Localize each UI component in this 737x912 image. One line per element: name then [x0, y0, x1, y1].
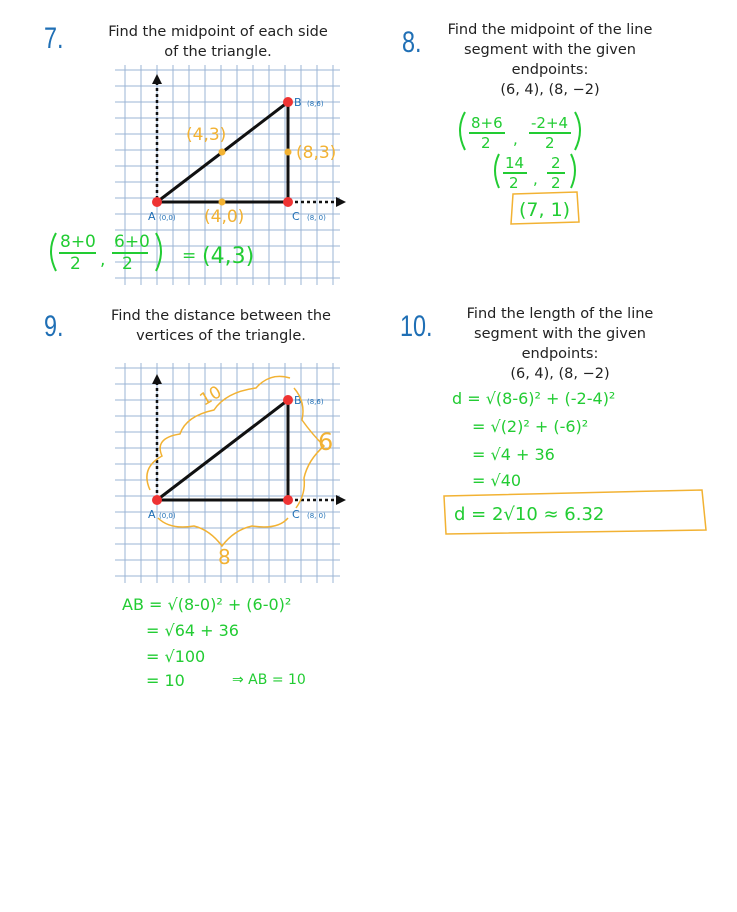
point-c [283, 197, 293, 207]
y-axis-arrow [152, 374, 162, 384]
problem-10-answer: d = 2√10 ≈ 6.32 [454, 504, 605, 525]
label-b-coord: (8,6) [307, 398, 324, 406]
midpoint-ac [219, 199, 226, 206]
midpoint-bc-label: (8,3) [296, 143, 337, 163]
label-c: C [292, 210, 300, 223]
label-a-coord: (0,0) [159, 512, 176, 520]
side-bc-length: 6 [318, 428, 334, 456]
problem-10-work-line-2: = √(2)² + (-6)² [472, 417, 589, 436]
problem-10-number: 10. [400, 310, 433, 343]
problem-10-work [440, 382, 720, 542]
label-b-coord: (8,6) [307, 100, 324, 108]
problem-9-number: 9. [44, 310, 64, 343]
problem-9-work-line-2: = √64 + 36 [146, 621, 239, 640]
midpoint-bc [285, 149, 292, 156]
triangle [157, 400, 288, 500]
svg-text:2: 2 [122, 254, 133, 274]
problem-9-work [118, 582, 358, 692]
svg-text:2: 2 [551, 154, 561, 172]
point-a [152, 197, 162, 207]
label-a-coord: (0,0) [159, 214, 176, 222]
svg-text:2: 2 [551, 174, 561, 192]
problem-8-prompt: Find the midpoint of the line segment with the given endpoints: (6, 4), (8, −2) [447, 22, 653, 98]
midpoint-ab [219, 149, 226, 156]
problem-9-graph [110, 358, 350, 588]
svg-text:,: , [100, 250, 106, 270]
problem-7-work [44, 225, 294, 280]
problem-10-work-line-4: = √40 [472, 471, 522, 490]
problem-9-work-line-1: AB = √(8-0)² + (6-0)² [122, 595, 292, 614]
problem-9-work-line-4: = 10 [146, 671, 185, 690]
label-c-coord: (8, 0) [307, 214, 326, 222]
y-axis-arrow [152, 74, 162, 84]
problem-7-answer: (4,3) [202, 244, 255, 269]
side-ab-length: 10 [196, 382, 226, 411]
problem-9-work-line-3: = √100 [146, 647, 206, 666]
problem-8-number: 8. [402, 26, 422, 59]
label-b: B [294, 96, 302, 109]
problem-8-work [455, 108, 635, 233]
svg-text:2: 2 [509, 174, 519, 192]
label-c-coord: (8, 0) [307, 512, 326, 520]
problem-10-prompt: Find the length of the line segment with the given endpoints: (6, 4), (8, −2) [466, 306, 654, 382]
point-c [283, 495, 293, 505]
point-b [283, 97, 293, 107]
label-a: A [148, 508, 156, 521]
label-a: A [148, 210, 156, 223]
x-axis-arrow [336, 495, 346, 505]
point-b [283, 395, 293, 405]
svg-text:2: 2 [481, 134, 491, 152]
svg-text:8+0: 8+0 [60, 232, 96, 252]
x-axis-arrow [336, 197, 346, 207]
midpoint-ab-label: (4,3) [186, 125, 227, 145]
svg-text:,: , [513, 130, 518, 148]
svg-text:14: 14 [505, 154, 525, 172]
problem-10-work-line-1: d = √(8-6)² + (-2-4)² [452, 389, 616, 408]
svg-text:=: = [182, 246, 197, 266]
svg-text:2: 2 [545, 134, 555, 152]
svg-text:6+0: 6+0 [114, 232, 150, 252]
point-a [152, 495, 162, 505]
problem-9-prompt: Find the distance between the vertices of the triangle. [111, 308, 331, 344]
problem-9-conclusion: ⇒ AB = 10 [232, 672, 306, 688]
svg-text:-2+4: -2+4 [531, 114, 569, 132]
label-c: C [292, 508, 300, 521]
problem-7-number: 7. [44, 22, 64, 55]
svg-text:,: , [533, 170, 538, 188]
label-b: B [294, 394, 302, 407]
side-ac-length: 8 [218, 545, 231, 569]
problem-10-work-line-3: = √4 + 36 [472, 445, 555, 464]
svg-text:2: 2 [70, 254, 81, 274]
svg-text:8+6: 8+6 [471, 114, 503, 132]
problem-7-prompt: Find the midpoint of each side of the triangle. [108, 24, 328, 60]
problem-8-answer: (7, 1) [519, 199, 571, 221]
midpoint-ac-label: (4,0) [204, 207, 245, 227]
